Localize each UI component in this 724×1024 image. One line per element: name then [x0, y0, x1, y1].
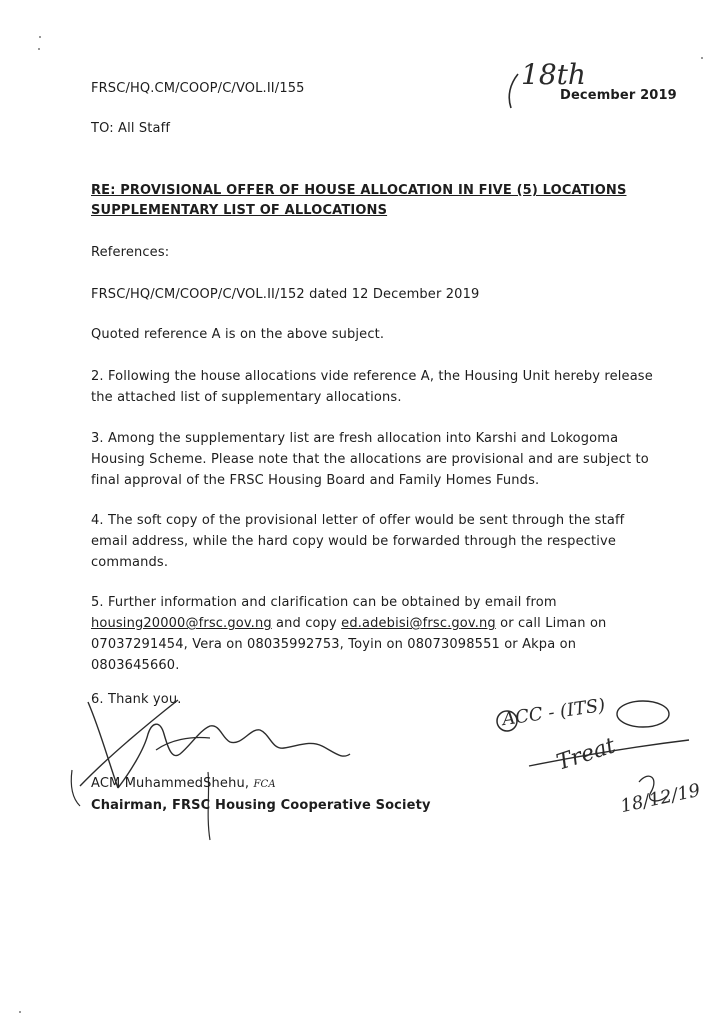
paragraph-line: commands.	[91, 555, 169, 570]
annotation-date: 18/12/19	[618, 779, 703, 818]
paragraph-2	[91, 366, 653, 408]
reference-number: FRSC/HQ.CM/COOP/C/VOL.II/155	[91, 81, 305, 96]
paragraph-line: 07037291454, Vera on 08035992753, Toyin on 08073098551 or Akpa on	[91, 637, 577, 652]
paragraph-6: 6. Thank you.	[91, 692, 182, 707]
signatory-name: ACM MuhammedShehu,	[91, 776, 250, 791]
paragraph-line: 0803645660.	[91, 658, 180, 673]
paragraph-line: 4. The soft copy of the provisional letter of offer would be sent through the staff	[91, 513, 625, 528]
paragraph-line: 2. Following the house allocations vide reference A, the Housing Unit hereby release	[91, 369, 653, 384]
call-text: or call Liman on	[495, 616, 607, 631]
paragraph-line: email address, while the hard copy would be forwarded through the respective	[91, 534, 617, 549]
paragraph-line: 5. Further information and clarification can be obtained by email from	[91, 595, 557, 610]
scan-speck	[19, 1011, 21, 1013]
paragraph-1: Quoted reference A is on the above subject.	[91, 327, 385, 342]
post-nominal: FCA	[253, 779, 276, 790]
paragraph-4	[91, 510, 624, 573]
signatory-name-line	[91, 776, 276, 791]
subject-line-1: RE: PROVISIONAL OFFER OF HOUSE ALLOCATION IN FIVE (5) LOCATIONS	[91, 183, 627, 198]
scan-speck	[38, 48, 40, 50]
paragraph-line: Housing Scheme. Please note that the allocations are provisional and are subject to	[91, 452, 649, 467]
paragraph-3	[91, 428, 649, 491]
to-line: TO: All Staff	[91, 121, 171, 136]
scan-speck	[39, 36, 41, 38]
subject-line-2: SUPPLEMENTARY LIST OF ALLOCATIONS	[91, 203, 388, 218]
signatory-title: Chairman, FRSC Housing Cooperative Society	[91, 798, 431, 813]
paragraph-line: final approval of the FRSC Housing Board and Family Homes Funds.	[91, 473, 540, 488]
copy-text: and copy	[271, 616, 342, 631]
handwritten-signature	[60, 690, 360, 850]
handwritten-bracket	[502, 72, 532, 112]
letter-date: December 2019	[560, 88, 677, 103]
paragraph-line: 3. Among the supplementary list are fresh allocation into Karshi and Lokogoma	[91, 431, 619, 446]
handwritten-day: 18th	[521, 58, 586, 91]
paragraph-line: the attached list of supplementary allocations.	[91, 390, 402, 405]
scan-speck	[701, 57, 703, 59]
paragraph-line	[91, 613, 606, 634]
adebisi-email-link[interactable]: ed.adebisi@frsc.gov.ng	[341, 616, 496, 631]
paragraph-5	[91, 592, 606, 676]
annotation-line-1: ACC - (ITS)	[501, 694, 607, 731]
references-label: References:	[91, 245, 170, 260]
annotation-line-2: Treat	[553, 733, 619, 776]
reference-item: FRSC/HQ/CM/COOP/C/VOL.II/152 dated 12 December 2019	[91, 287, 480, 302]
housing-email-link[interactable]: housing20000@frsc.gov.ng	[91, 616, 272, 631]
